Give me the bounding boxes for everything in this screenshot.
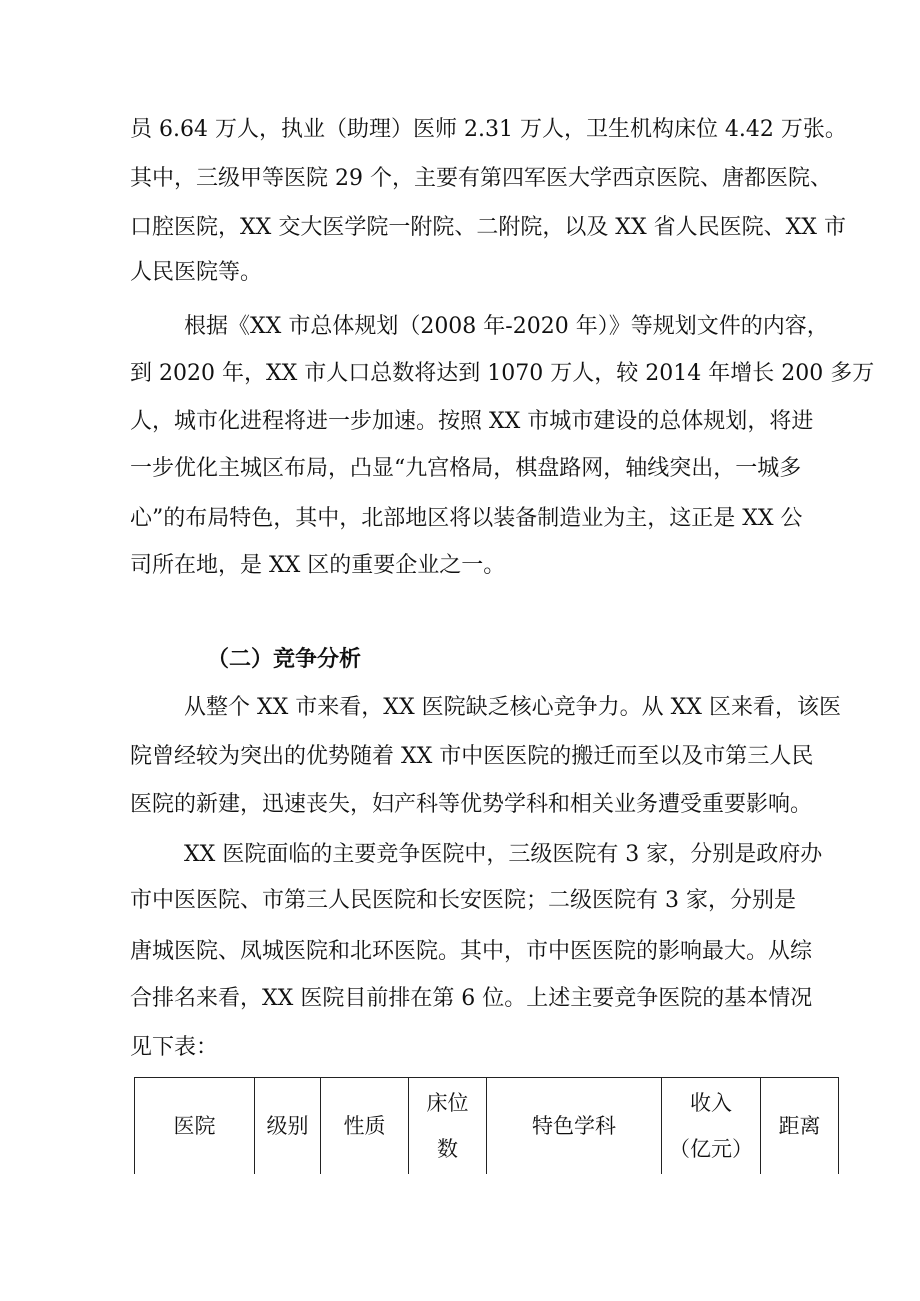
- header-specialty: 特色学科: [487, 1078, 662, 1175]
- text-line: 医院的新建，迅速丧失，妇产科等优势学科和相关业务遭受重要影响。: [130, 792, 813, 817]
- text-line: 到 2020 年，XX 市人口总数将达到 1070 万人，较 2014 年增长 200 多万: [130, 361, 875, 386]
- text-line: 口腔医院，XX 交大医学院一附院、二附院，以及 XX 省人民医院、XX 市: [130, 215, 846, 240]
- header-income-line1: 收入: [690, 1091, 732, 1115]
- text-line: 心”的布局特色，其中，北部地区将以装备制造业为主，这正是 XX 公: [130, 506, 803, 531]
- text-line: 人，城市化进程将进一步加速。按照 XX 市城市建设的总体规划，将进: [130, 409, 814, 434]
- header-beds-line2: 数: [437, 1137, 458, 1161]
- header-nature: 性质: [321, 1078, 409, 1175]
- header-distance: 距离: [761, 1078, 839, 1175]
- section-heading: （二）竞争分析: [207, 646, 362, 672]
- header-beds-line1: 床位: [426, 1091, 469, 1115]
- text-line: 合排名来看，XX 医院目前排在第 6 位。上述主要竞争医院的基本情况: [130, 986, 813, 1011]
- competitor-table: [134, 1077, 839, 1174]
- text-line: 人民医院等。: [130, 260, 263, 285]
- text-line: 员 6.64 万人，执业（助理）医师 2.31 万人，卫生机构床位 4.42 万张。: [130, 117, 847, 142]
- text-line: 一步优化主城区布局，凸显“九宫格局，棋盘路网，轴线突出，一城多: [130, 456, 802, 481]
- header-level: 级别: [255, 1078, 321, 1175]
- text-line: 根据《XX 市总体规划（2008 年-2020 年）》等规划文件的内容，: [184, 314, 829, 339]
- header-income: [662, 1078, 761, 1175]
- text-line: 见下表：: [130, 1035, 219, 1060]
- text-line: 司所在地，是 XX 区的重要企业之一。: [130, 553, 506, 578]
- header-beds: [409, 1078, 487, 1175]
- text-line: 从整个 XX 市来看，XX 医院缺乏核心竞争力。从 XX 区来看，该医: [184, 695, 841, 720]
- text-line: 市中医医院、市第三人民医院和长安医院；二级医院有 3 家，分别是: [130, 888, 796, 913]
- text-line: 院曾经较为突出的优势随着 XX 市中医医院的搬迁而至以及市第三人民: [130, 744, 814, 769]
- header-hospital: 医院: [135, 1078, 255, 1175]
- header-income-line2: （亿元）: [669, 1137, 753, 1161]
- table-header-row: [135, 1078, 839, 1175]
- text-line: XX 医院面临的主要竞争医院中，三级医院有 3 家，分别是政府办: [184, 842, 823, 867]
- text-line: 其中，三级甲等医院 29 个，主要有第四军医大学西京医院、唐都医院、: [130, 166, 832, 191]
- text-line: 唐城医院、凤城医院和北环医院。其中，市中医医院的影响最大。从综: [130, 939, 813, 964]
